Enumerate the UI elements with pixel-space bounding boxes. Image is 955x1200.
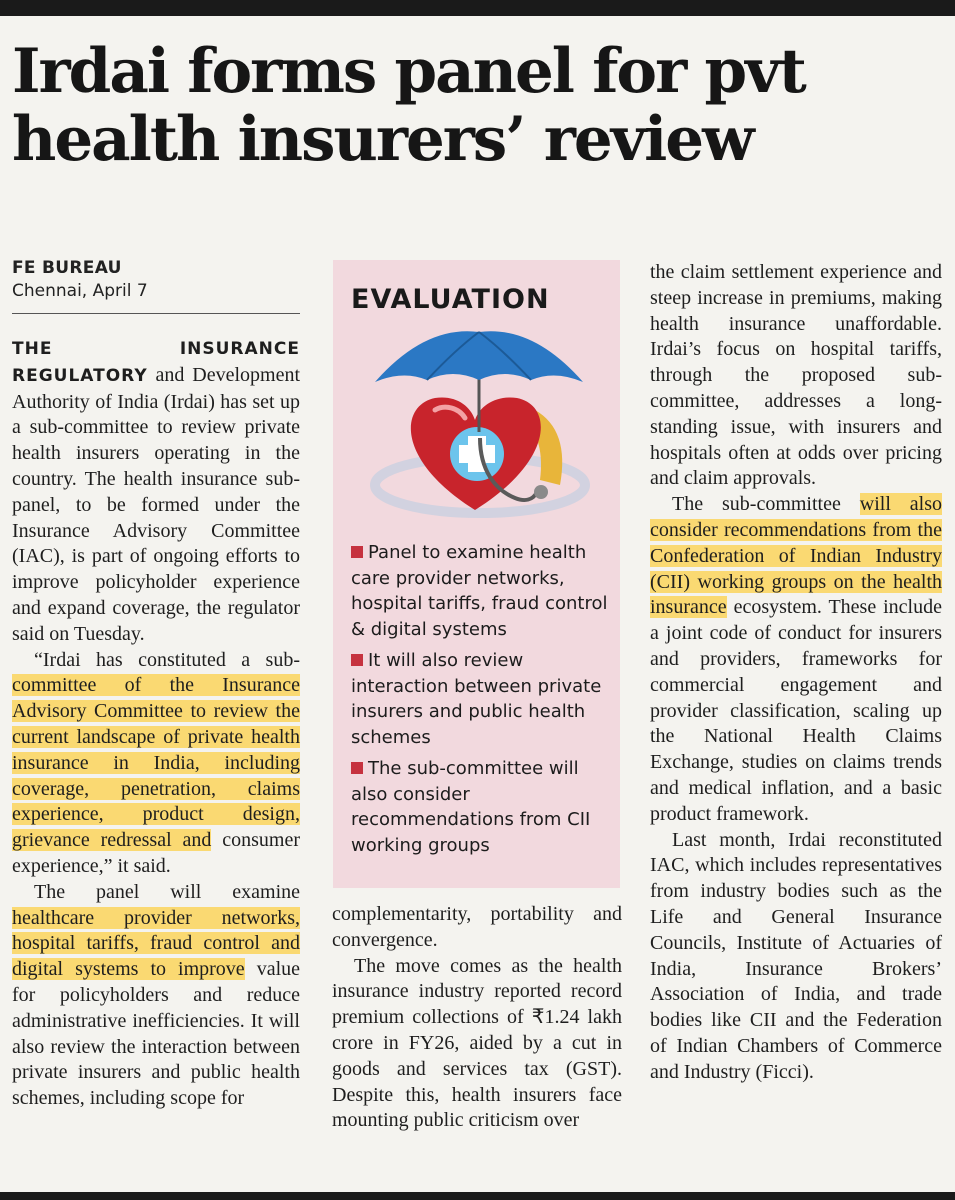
red-square-bullet-icon (351, 654, 363, 666)
column-1 (12, 243, 300, 1112)
sidebar-title: EVALUATION (351, 284, 550, 315)
highlighted-text: committee of the Insurance Advisory Committee to review the current landscape of private health insurance in India, including coverage, penetration, claims experience, product design, grievance redressal and (12, 674, 300, 852)
sidebar-bullets (351, 540, 609, 864)
paragraph: The move comes as the health insurance industry reported record premium collections of ₹1.24 lakh crore in FY26, aided by a cut in goods and services tax (GST). Despite this, health insurers face mounting public criticism over (332, 954, 622, 1132)
column-3 (650, 260, 942, 1086)
red-square-bullet-icon (351, 762, 363, 774)
highlighted-text: healthcare provider networks, hospital tariffs, fraud control and digital systems to improve (12, 906, 300, 981)
headline-line-2: health insurers’ review (12, 104, 753, 175)
paragraph: THE INSURANCE REGULATORY and Development Authority of India (Irdai) has set up a sub-committee to review private health insurers operating in the country. The health insurance sub-panel, to be formed under the Insurance Advisory Committee (IAC), is part of ongoing efforts to improve policyholder experience and expand coverage, the regulator said on Tuesday. (12, 339, 300, 645)
list-item: It will also review interaction between private insurers and public health schemes (351, 650, 602, 748)
list-item: Panel to examine health care provider networks, hospital tariffs, fraud control & digital systems (351, 542, 608, 640)
paragraph: Last month, Irdai reconstituted IAC, which includes representatives from industry bodies such as the Life and General Insurance Councils, Institute of Actuaries of India, Insurance Brokers’ Association of India, and trade bodies like CII and the Federation of Indian Chambers of Commerce and Industry (Ficci). (650, 828, 942, 1083)
byline-dateline: Chennai, April 7 (12, 281, 148, 301)
byline (12, 257, 300, 303)
paragraph: The sub-committee will also consider recommendations from the Confederation of Indian Industry (CII) working groups on the health insurance ecosystem. These include a joint code of conduct for insurers and providers, frameworks for commercial engagement and provider classification, scaling up the National Health Claims Exchange, studies on claims trends and medical inflation, and a basic product framework. (650, 493, 942, 825)
paragraph: the claim settlement experience and steep increase in premiums, making health insurance unaffordable. Irdai’s focus on hospital tariffs, through the proposed sub-committee, addresses a long-standing issue, with insurers and hospitals often at odds over pricing and claim approvals. (650, 261, 942, 490)
red-square-bullet-icon (351, 546, 363, 558)
paragraph: The panel will examine healthcare provider networks, hospital tariffs, fraud control and digital systems to improve value for policyholders and reduce administrative inefficiencies. It will also review the interaction between private insurers and public health schemes, including scope for (12, 880, 301, 1110)
byline-agency: FE BUREAU (12, 258, 122, 278)
evaluation-sidebar (333, 260, 620, 888)
byline-divider (12, 313, 300, 314)
newspaper-clipping (0, 16, 955, 1192)
paragraph: complementarity, portability and convergence. (332, 903, 622, 951)
headline (12, 38, 947, 174)
paragraph: “Irdai has constituted a sub-committee of the Insurance Advisory Committee to review the current landscape of private health insurance in India, including coverage, penetration, claims experience, product design, grievance redressal and consumer experience,” it said. (12, 648, 300, 877)
list-item: The sub-committee will also consider recommendations from CII working groups (351, 758, 591, 856)
lead-in: THE INSURANCE REGULATORY (12, 339, 300, 386)
column-2 (332, 902, 622, 1134)
highlighted-text: will also consider recommendations from the Confederation of Indian Industry (CII) working groups on the health insurance (650, 493, 942, 619)
headline-line-1: Irdai forms panel for pvt (12, 36, 805, 107)
umbrella-heart-illustration (355, 320, 600, 525)
